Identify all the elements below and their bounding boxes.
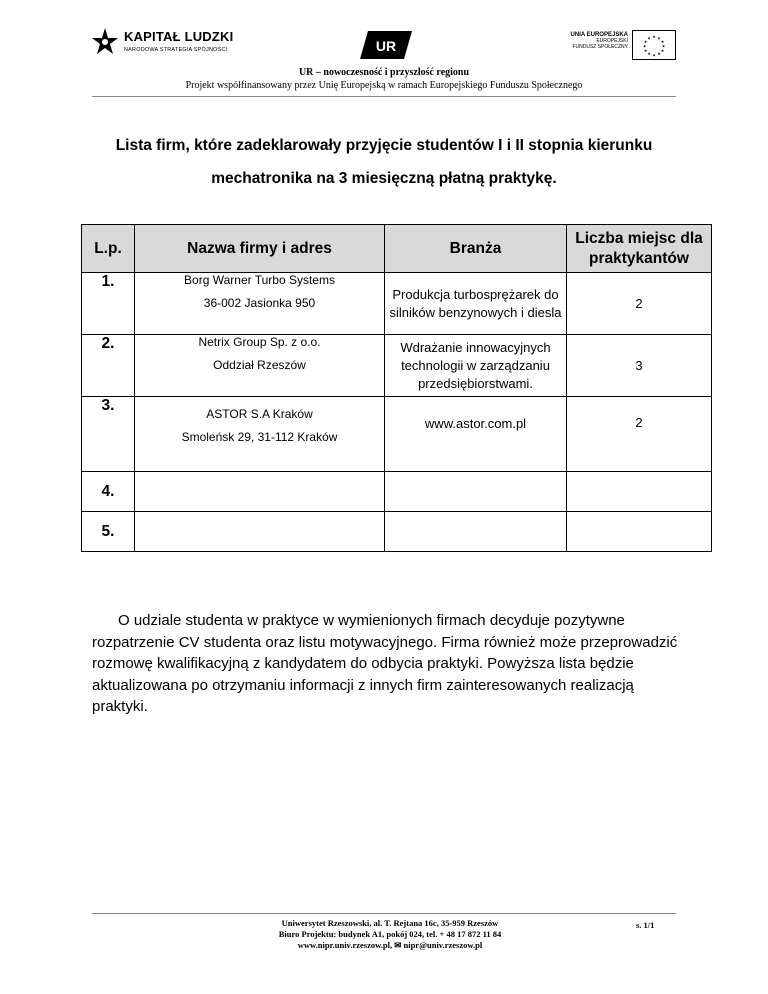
info-paragraph [92, 610, 682, 718]
row-lp: 4. [82, 472, 135, 512]
svg-text:★: ★ [661, 43, 666, 49]
svg-text:★: ★ [647, 51, 651, 56]
eu-logo [564, 30, 676, 62]
table-row [82, 397, 712, 472]
header-divider [92, 96, 676, 97]
page-number: s. 1/1 [636, 920, 655, 930]
kapital-ludzki-logo [90, 26, 234, 62]
company-name: Netrix Group Sp. z o.o. [198, 335, 321, 349]
row-industry: Produkcja turbosprężarek do silników benzynowych i diesla [385, 273, 567, 335]
row-places: 2 [567, 273, 712, 335]
svg-text:★: ★ [647, 35, 651, 41]
svg-text:★: ★ [657, 51, 661, 56]
header-places-line-2: praktykantów [589, 249, 689, 267]
row-industry: Wdrażanie innowacyjnych technologii w zarządzaniu przedsiębiorstwami. [385, 335, 567, 397]
row-places [567, 512, 712, 552]
eu-line-1: UNIA EUROPEJSKA [570, 32, 628, 38]
row-places: 2 [567, 397, 712, 472]
row-industry [385, 472, 567, 512]
table-header-row [82, 225, 712, 273]
row-places: 3 [567, 335, 712, 397]
header-lp: L.p. [82, 225, 135, 273]
kapital-ludzki-title: KAPITAŁ LUDZKI [124, 29, 234, 44]
row-company [135, 335, 385, 397]
info-paragraph-text: O udziale studenta w praktyce w wymienionych firmach decyduje pozytywne rozpatrzenie CV studenta oraz listu motywacyjnego. Firma również może przeprowadzić rozmowę kwalifikacyjną z kandydatem do odbycia praktyki. Powyższa lista będzie aktualizowana po otrzymaniu informacji z innych firm zainteresowanych realizacją praktyki. [92, 612, 678, 715]
kapital-ludzki-subtitle: NARODOWA STRATEGIA SPÓJNOŚCI [124, 47, 228, 53]
svg-text:★: ★ [643, 48, 648, 53]
row-lp: 5. [82, 512, 135, 552]
header-name: Nazwa firmy i adres [135, 225, 385, 273]
svg-text:★: ★ [652, 52, 656, 58]
row-lp: 1. [82, 273, 135, 335]
table-row [82, 335, 712, 397]
company-name: ASTOR S.A Kraków [206, 407, 313, 421]
row-company [135, 273, 385, 335]
row-lp: 3. [82, 397, 135, 472]
kapital-ludzki-star-icon [90, 26, 120, 60]
company-name: Borg Warner Turbo Systems [184, 273, 335, 287]
project-name: UR – nowoczesność i przyszłość regionu [298, 67, 470, 78]
row-lp: 2. [82, 335, 135, 397]
svg-text:★: ★ [642, 43, 647, 49]
document-title-line-1: Lista firm, które zadeklarowały przyjęcie studentów I i II stopnia kierunku [115, 137, 653, 154]
header-places-line-1: Liczba miejsc dla [575, 229, 703, 247]
table-row [82, 273, 712, 335]
table-row [82, 512, 712, 552]
svg-text:★: ★ [660, 48, 665, 53]
company-address: Smoleńsk 29, 31-112 Kraków [181, 430, 338, 444]
eu-flag-icon [632, 30, 676, 60]
header-places [567, 225, 712, 273]
row-company [135, 397, 385, 472]
svg-text:★: ★ [652, 34, 656, 39]
company-address: 36-002 Jasionka 950 [203, 296, 316, 310]
svg-text:★: ★ [643, 39, 648, 44]
footer-address: Uniwersytet Rzeszowski, al. T. Rejtana 16c, 35-959 Rzeszów [281, 918, 499, 928]
svg-text:★: ★ [660, 39, 665, 44]
footer [220, 918, 560, 951]
project-funding: Projekt współfinansowany przez Unię Europejską w ramach Europejskiego Funduszu Społecznego [185, 80, 583, 91]
footer-contact: www.nipr.univ.rzeszow.pl, ✉ nipr@univ.rzeszow.pl [297, 940, 483, 950]
footer-divider [92, 913, 676, 914]
eu-line-3: FUNDUSZ SPOŁECZNY [572, 44, 628, 50]
svg-text:★: ★ [657, 35, 661, 41]
row-company [135, 472, 385, 512]
row-industry: www.astor.com.pl [385, 397, 567, 472]
header-industry: Branża [385, 225, 567, 273]
ur-logo [358, 29, 414, 61]
table-row [82, 472, 712, 512]
footer-office: Biuro Projektu: budynek A1, pokój 024, tel. + 48 17 872 11 84 [278, 929, 502, 939]
ur-logo-text: UR [375, 38, 397, 54]
row-industry [385, 512, 567, 552]
row-places [567, 472, 712, 512]
document-title-line-2: mechatronika na 3 miesięczną płatną praktykę. [211, 170, 557, 187]
row-company [135, 512, 385, 552]
ur-logo-icon [358, 29, 414, 61]
eu-line-2: EUROPEJSKI [596, 38, 628, 44]
company-table [81, 224, 712, 552]
company-address: Oddział Rzeszów [213, 358, 306, 372]
